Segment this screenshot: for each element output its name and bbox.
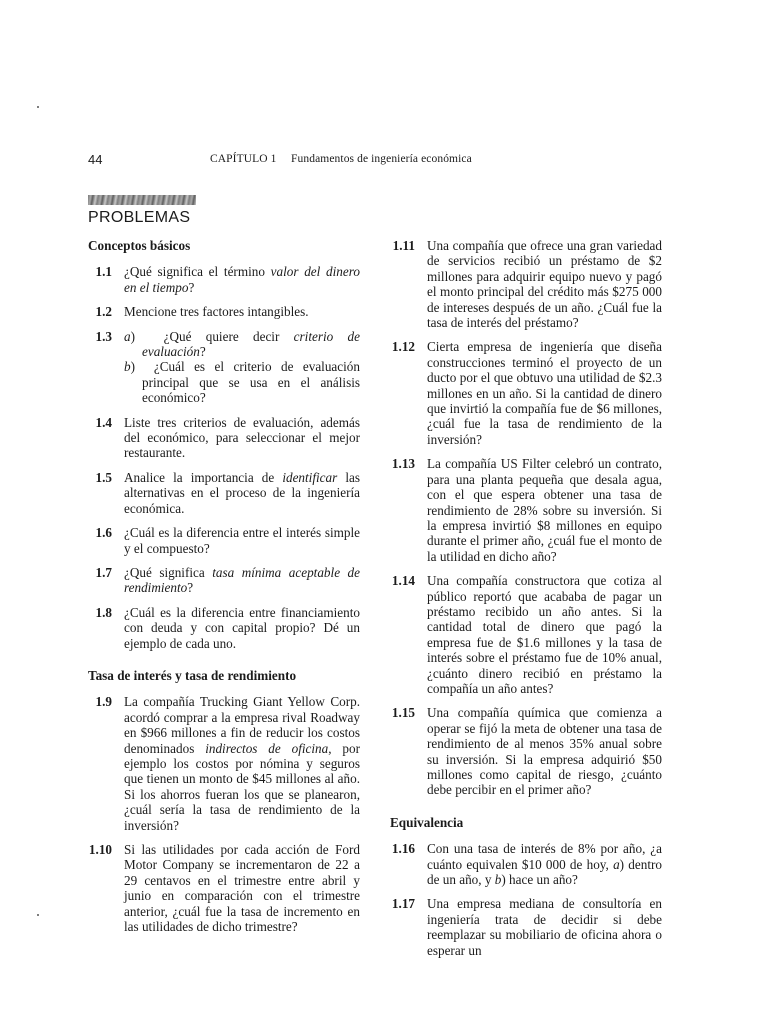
problem-1-7 — [88, 565, 360, 596]
part-b: b) ¿Cuál es el criterio de evaluación principal que se usa en el análisis económico? — [124, 359, 360, 406]
problem-number: 1.13 — [391, 456, 415, 472]
subhead-conceptos: Conceptos básicos — [88, 238, 191, 253]
problem-number: 1.15 — [391, 705, 415, 721]
problem-number: 1.11 — [392, 238, 415, 253]
section-decorative-bar — [88, 195, 196, 205]
problem-number: 1.1 — [95, 264, 112, 280]
problem-1-8 — [88, 605, 360, 651]
problem-text: Si las utilidades por cada acción de Ford Motor Company se incrementaron de 22 a 29 centavos en el trimestre entre abril y junio en comparación con el trimestre anterior, ¿cuál fue la tasa de incremento en las utilidades de dicho trimestre? — [124, 842, 360, 935]
left-column — [88, 238, 360, 943]
section-title: PROBLEMAS — [88, 209, 191, 226]
problem-1-2 — [88, 304, 360, 319]
problem-1-4 — [88, 415, 360, 461]
problem-text: La compañía Trucking Giant Yellow Corp. acordó comprar a la empresa rival Roadway en $966 millones a fin de reducir los costos denominados indirectos de oficina, por ejemplo los costos por nómina y seguros que tienen un monto de $45 millones al año. Si los ahorros fueran los que se planearon, ¿cuál sería la tasa de rendimiento de la inversión? — [124, 694, 360, 833]
scan-speck-top — [37, 106, 39, 108]
problem-text: ¿Qué significa el término valor del dinero en el tiempo? — [124, 264, 360, 295]
problem-number: 1.4 — [95, 414, 112, 430]
problem-1-9 — [88, 694, 360, 833]
problem-text: Liste tres criterios de evaluación, además del económico, para seleccionar el mejor restaurante. — [124, 414, 360, 461]
problem-text: Mencione tres factores intangibles. — [124, 304, 309, 320]
scan-speck-bottom — [37, 914, 39, 916]
problem-number: 1.8 — [95, 604, 112, 620]
problem-text — [124, 329, 360, 406]
problem-text: Una empresa mediana de consultoría en ingeniería trata de decidir si debe reemplazar su mobiliario de oficina ahora o esperar un — [427, 896, 662, 958]
problem-text: Analice la importancia de identificar las alternativas en el proceso de la ingeniería económica. — [124, 469, 361, 516]
problem-1-12 — [390, 339, 662, 447]
subhead-tasa: Tasa de interés y tasa de rendimiento — [88, 667, 297, 683]
problem-number: 1.6 — [95, 525, 112, 541]
problem-number: 1.3 — [95, 328, 112, 344]
running-head: CAPÍTULO 1 Fundamentos de ingeniería económica — [210, 153, 472, 165]
problem-text: Una compañía constructora que cotiza al público reportó que acababa de pagar un préstamo recibido un año antes. Si la cantidad total de dinero que pagó la empresa fue de $1.6 millones y la tasa de interés sobre el préstamo fue de 10% anual, ¿cuánto dinero recibió en préstamo la compañía un año antes? — [427, 573, 662, 696]
subhead-equivalencia: Equivalencia — [390, 814, 464, 830]
problem-text: ¿Qué significa tasa mínima aceptable de rendimiento? — [124, 564, 360, 596]
problem-number: 1.17 — [391, 896, 415, 912]
problem-1-5 — [88, 470, 360, 516]
problem-1-3 — [88, 329, 360, 406]
problem-1-1 — [88, 264, 360, 295]
problem-text: Una compañía química que comienza a operar se fijó la meta de obtener una tasa de rendimiento de al menos 35% anual sobre su inversión. Si la empresa adquirió $50 millones como capital de riesgo, ¿cuánto debe percibir en el primer año? — [427, 705, 662, 798]
right-column — [390, 238, 662, 967]
problem-number: 1.7 — [95, 564, 112, 580]
problem-1-16 — [390, 841, 662, 887]
problem-1-14 — [390, 573, 662, 696]
problem-number: 1.9 — [95, 694, 112, 710]
part-a: a) ¿Qué quiere decir criterio de evaluación? — [124, 328, 360, 360]
problem-text: ¿Cuál es la diferencia entre el interés simple y el compuesto? — [124, 525, 360, 556]
problem-1-11 — [390, 238, 662, 330]
problem-1-10 — [88, 842, 360, 934]
problem-1-15 — [390, 705, 662, 797]
problem-text: Con una tasa de interés de 8% por año, ¿a cuánto equivalen $10 000 de hoy, a) dentro de un año, y b) hace un año? — [427, 841, 662, 888]
problem-number: 1.12 — [391, 339, 415, 355]
problem-text: ¿Cuál es la diferencia entre financiamiento con deuda y con capital propio? Dé un ejemplo de cada uno. — [124, 604, 360, 651]
problem-number: 1.10 — [88, 842, 112, 857]
problem-number: 1.14 — [391, 573, 415, 589]
problem-1-17 — [390, 896, 662, 958]
problem-1-13 — [390, 456, 662, 564]
problem-text: La compañía US Filter celebró un contrato, para una planta pequeña que desala agua, con el que espera obtener una tasa de rendimiento de 28% sobre su inversión. Si la empresa invirtió $8 millones en equipo durante el primer año, ¿cuál fue el monto de la utilidad en dicho año? — [427, 456, 662, 564]
page-number: 44 — [88, 152, 103, 167]
problem-1-6 — [88, 525, 360, 556]
problem-number: 1.2 — [95, 304, 112, 320]
problem-text: Cierta empresa de ingeniería que diseña construcciones terminó el proyecto de un ducto por el que obtuvo una utilidad de $2.3 millones en un año. Si la cantidad de dinero que invirtió la compañía fue de $6 millones, ¿cuál fue la tasa de rendimiento de la inversión? — [427, 339, 662, 447]
problem-number: 1.5 — [95, 469, 112, 485]
problem-text: Una compañía que ofrece una gran variedad de servicios recibió un préstamo de $2 millones para adquirir equipo nuevo y pagó el monto principal del crédito más $275 000 de intereses después de un año. ¿Cuál fue la tasa de interés del préstamo? — [427, 238, 662, 331]
problem-number: 1.16 — [391, 841, 415, 857]
